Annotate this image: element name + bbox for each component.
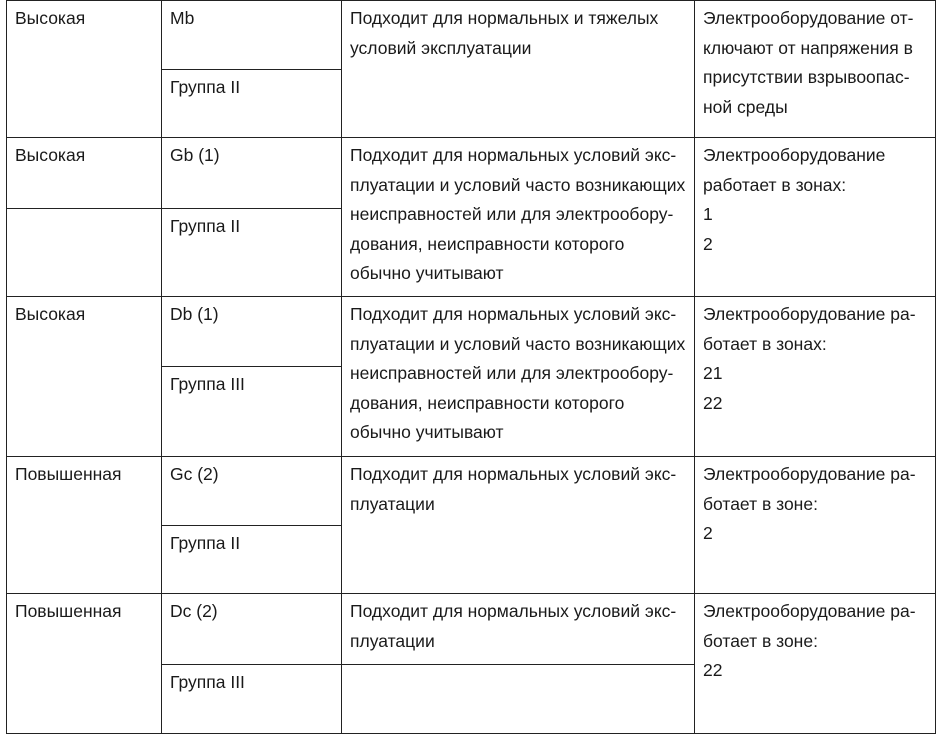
table-border-right (935, 0, 936, 734)
category-cell: Dc (2) (170, 601, 218, 621)
level-cell: Высокая (15, 304, 86, 324)
row-divider (6, 456, 936, 457)
table-border-bottom (6, 733, 936, 734)
group-cell: Группа II (170, 216, 241, 236)
zones-cell: Электрооборудование ра- ботает в зонах: 21 22 (703, 304, 916, 413)
protection-level-table (6, 0, 936, 734)
category-cell: Gb (1) (170, 145, 220, 165)
subrow-divider (6, 208, 341, 209)
group-cell: Группа III (170, 374, 245, 394)
table-border-top (6, 0, 936, 1)
category-cell: Gc (2) (170, 464, 219, 484)
subrow-divider (161, 525, 341, 526)
conditions-cell: Подходит для нормальных и тяжелых условий эксплуатации (350, 8, 659, 58)
level-cell: Повышенная (15, 464, 122, 484)
subrow-divider (161, 664, 694, 665)
level-cell: Высокая (15, 145, 86, 165)
conditions-cell: Подходит для нормальных условий экс- плуатации и условий часто возникающих неисправностей или для электрообору- дования, неисправности которого обычно учитывают (350, 145, 686, 283)
category-cell: Db (1) (170, 304, 219, 324)
conditions-cell: Подходит для нормальных условий экс- плуатации и условий часто возникающих неисправностей или для электрообору- дования, неисправности которого обычно учитывают (350, 304, 686, 442)
row-divider (6, 593, 936, 594)
zones-cell: Электрооборудование от- ключают от напряжения в присутствии взрывоопас- ной среды (703, 8, 914, 117)
row-divider (6, 296, 936, 297)
zones-cell: Электрооборудование ра- ботает в зоне: 22 (703, 601, 916, 680)
subrow-divider (161, 366, 341, 367)
zones-cell: Электрооборудование ра- ботает в зоне: 2 (703, 464, 916, 543)
row-divider (6, 137, 936, 138)
column-divider (341, 0, 342, 734)
table-border-left (6, 0, 7, 734)
group-cell: Группа III (170, 672, 245, 692)
conditions-cell: Подходит для нормальных условий экс- плуатации (350, 601, 677, 651)
conditions-cell: Подходит для нормальных условий экс- плуатации (350, 464, 677, 514)
group-cell: Группа II (170, 533, 241, 553)
subrow-divider (161, 69, 341, 70)
column-divider (161, 0, 162, 734)
group-cell: Группа II (170, 77, 241, 97)
zones-cell: Электрооборудование работает в зонах: 1 2 (703, 145, 886, 254)
column-divider (694, 0, 695, 734)
level-cell: Повышенная (15, 601, 122, 621)
category-cell: Mb (170, 8, 195, 28)
level-cell: Высокая (15, 8, 86, 28)
